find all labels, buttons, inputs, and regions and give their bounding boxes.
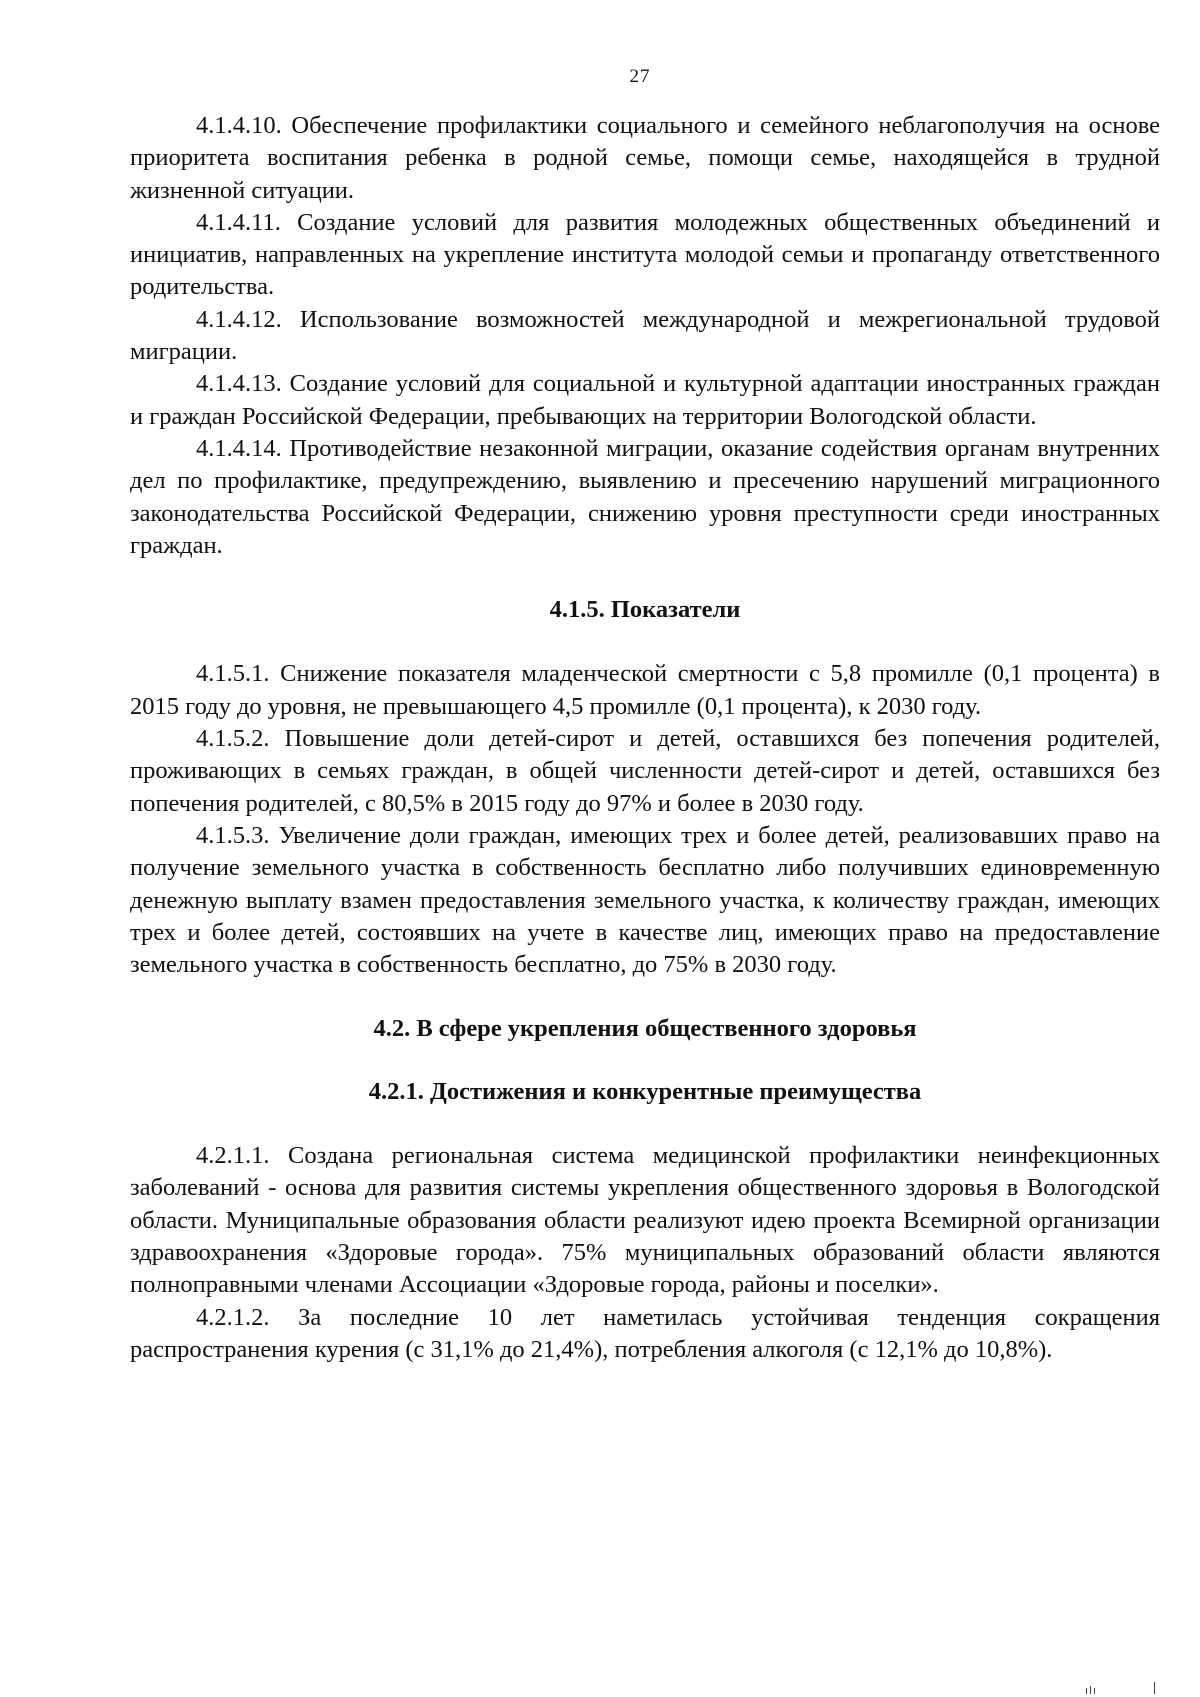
paragraph-4-1-4-12: 4.1.4.12. Использование возможностей международной и межрегиональной трудовой миграции. (130, 305, 1160, 366)
heading-4-2: 4.2. В сфере укрепления общественного здоровья (373, 1015, 917, 1043)
paragraph-4-2-1-1: 4.2.1.1. Создана региональная система медицинской профилактики неинфекционных заболеваний - основа для развития системы укрепления общественного здоровья в Вологодской области. Муниципальные образования области реализуют идею проекта Всемирной организации здравоохранения «Здоровые города». 75% муниципальных образований области являются полноправными членами Ассоциации «Здоровые города, районы и поселки». (130, 1142, 1160, 1299)
paragraph-4-1-5-3: 4.1.5.3. Увеличение доли граждан, имеющих трех и более детей, реализовавших право на получение земельного участка в собственность бесплатно либо получивших единовременную денежную выплату взамен предоставления земельного участка, к количеству граждан, имеющих трех и более детей, состоявших на учете в качестве лиц, имеющих право на предоставление земельного участка в собственность бесплатно, до 75% в 2030 году. (130, 821, 1160, 979)
heading-4-2-1: 4.2.1. Достижения и конкурентные преимущества (368, 1077, 922, 1105)
scan-specks (1080, 1680, 1160, 1694)
paragraph-4-1-5-1: 4.1.5.1. Снижение показателя младенческой смертности с 5,8 промилле (0,1 процента) в 2015 году до уровня, не превышающего 4,5 промилле (0,1 процента), к 2030 году. (130, 660, 1160, 720)
heading-4-1-5: 4.1.5. Показатели (549, 596, 741, 624)
page-number: 27 (629, 66, 651, 87)
document-body (130, 110, 1160, 1366)
paragraph-4-1-4-11: 4.1.4.11. Создание условий для развития молодежных общественных объединений и инициатив, направленных на укрепление института молодой семьи и пропаганду ответственного родительства. (130, 208, 1160, 301)
paragraph-4-1-4-13: 4.1.4.13. Создание условий для социальной и культурной адаптации иностранных граждан и граждан Российской Федерации, пребывающих на территории Вологодской области. (130, 370, 1160, 430)
paragraph-4-1-4-14: 4.1.4.14. Противодействие незаконной миграции, оказание содействия органам внутренних дел по профилактике, предупреждению, выявлению и пресечению нарушений миграционного законодательства Российской Федерации, снижению уровня преступности среди иностранных граждан. (130, 434, 1160, 559)
paragraph-4-1-4-10: 4.1.4.10. Обеспечение профилактики социального и семейного неблагополучия на основе приоритета воспитания ребенка в родной семье, помощи семье, находящейся в трудной жизненной ситуации. (130, 112, 1160, 204)
paragraph-4-1-5-2: 4.1.5.2. Повышение доли детей-сирот и детей, оставшихся без попечения родителей, проживающих в семьях граждан, в общей численности детей-сирот и детей, оставшихся без попечения родителей, с 80,5% в 2015 году до 97% и более в 2030 году. (130, 725, 1160, 817)
paragraph-4-2-1-2: 4.2.1.2. За последние 10 лет наметилась устойчивая тенденция сокращения распространения курения (с 31,1% до 21,4%), потребления алкоголя (с 12,1% до 10,8%). (130, 1303, 1160, 1363)
